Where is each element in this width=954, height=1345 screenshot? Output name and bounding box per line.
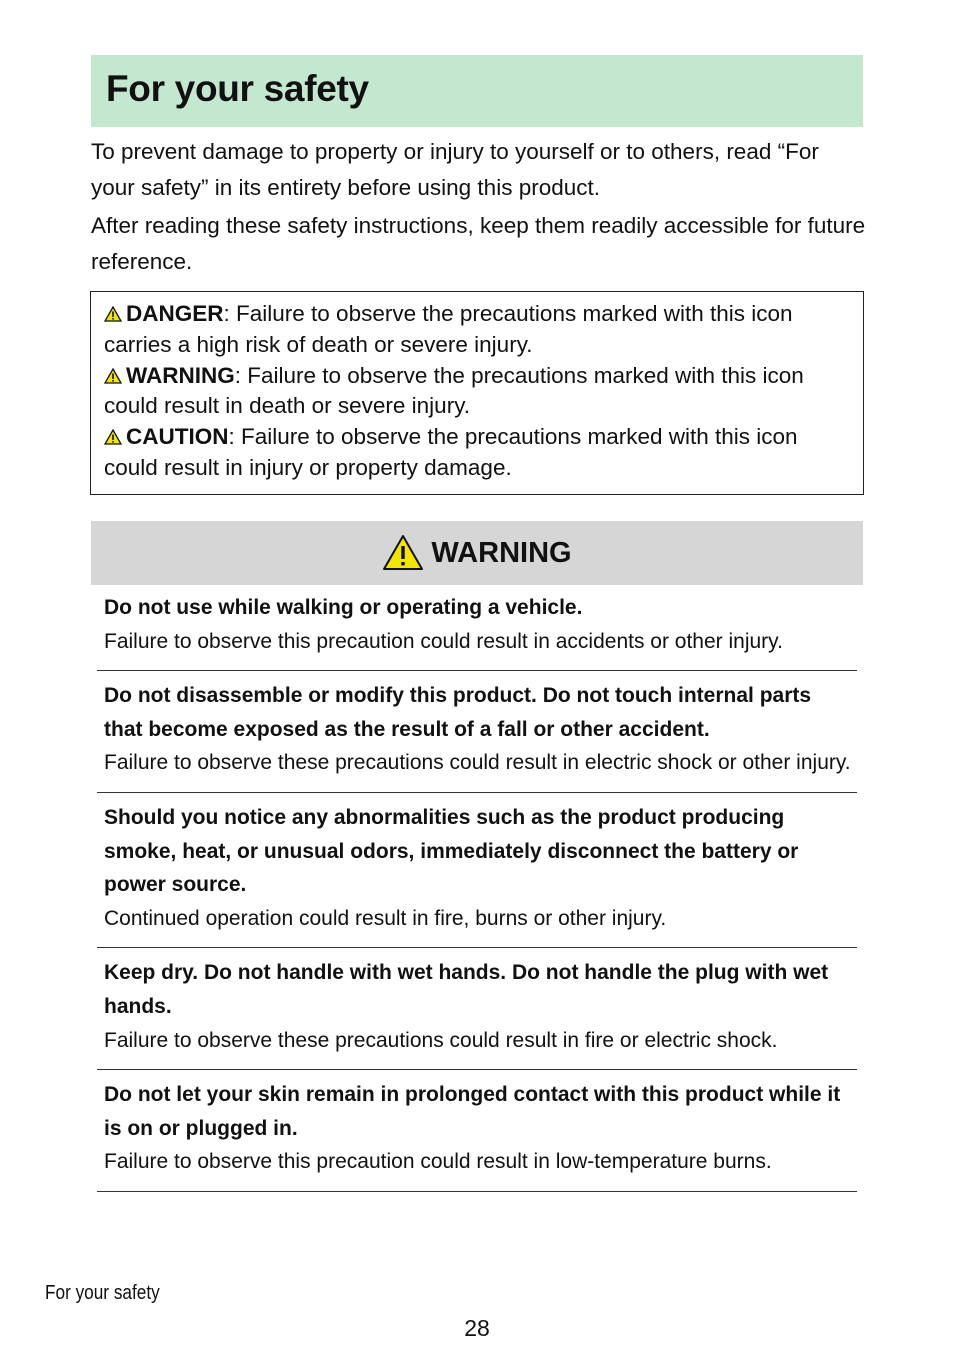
warning-body: Failure to observe these precautions could result in electric shock or other injury.	[104, 751, 851, 775]
warning-item	[97, 948, 857, 1070]
warning-item	[97, 591, 857, 671]
legend-danger	[104, 299, 853, 361]
intro-text	[91, 134, 866, 282]
footer-section-label: For your safety	[45, 1282, 160, 1304]
hazard-legend-box	[90, 291, 864, 495]
warning-item	[97, 1070, 857, 1192]
warning-body: Failure to observe these precautions could result in fire or electric shock.	[104, 1028, 778, 1052]
page-number: 28	[464, 1315, 490, 1341]
warning-heading: Do not use while walking or operating a vehicle.	[104, 596, 583, 619]
warning-item	[97, 793, 857, 948]
intro-paragraph: To prevent damage to property or injury to yourself or to others, read “For your safety” in its entirety before using this product.	[91, 139, 819, 200]
warning-triangle-icon	[104, 429, 122, 445]
legend-warning	[104, 361, 853, 423]
warning-body: Failure to observe this precaution could result in accidents or other injury.	[104, 629, 783, 653]
warning-heading: Do not let your skin remain in prolonged contact with this product while it is on or plugged in.	[104, 1083, 841, 1140]
warning-body: Failure to observe this precaution could result in low-temperature burns.	[104, 1150, 772, 1174]
warning-list	[97, 591, 857, 1192]
legend-text: : Failure to observe the precautions marked with this icon carries a high risk of death or severe injury.	[104, 301, 793, 357]
warning-triangle-icon	[382, 534, 424, 571]
warning-triangle-icon	[104, 306, 122, 322]
warning-triangle-icon	[104, 368, 122, 384]
warning-heading: Should you notice any abnormalities such as the product producing smoke, heat, or unusual odors, immediately disconnect the battery or power source.	[104, 805, 799, 897]
legend-text: : Failure to observe the precautions marked with this icon could result in injury or property damage.	[104, 424, 798, 480]
warning-body: Continued operation could result in fire, burns or other injury.	[104, 906, 667, 930]
title-banner	[91, 55, 863, 127]
legend-label: CAUTION	[126, 424, 229, 450]
warning-section-header	[91, 521, 863, 585]
legend-text: : Failure to observe the precautions marked with this icon could result in death or severe injury.	[104, 362, 804, 419]
legend-caution	[104, 422, 853, 484]
legend-label: WARNING	[126, 362, 235, 388]
warning-item	[97, 671, 857, 793]
intro-paragraph: After reading these safety instructions, keep them readily accessible for future reference.	[91, 213, 866, 274]
warning-heading: Do not disassemble or modify this product. Do not touch internal parts that become exposed as the result of a fall or other accident.	[104, 684, 812, 741]
section-heading: WARNING	[431, 536, 572, 569]
legend-label: DANGER	[126, 301, 224, 326]
page-title: For your safety	[106, 68, 369, 109]
warning-heading: Keep dry. Do not handle with wet hands. Do not handle the plug with wet hands.	[104, 961, 829, 1018]
